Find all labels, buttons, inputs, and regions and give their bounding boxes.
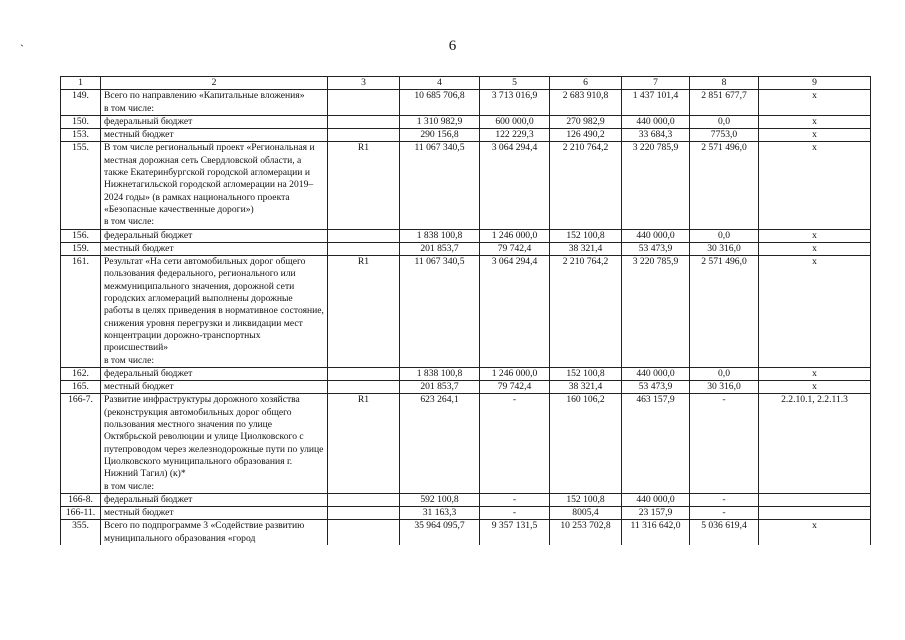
row-code xyxy=(328,115,400,128)
value-col5: - xyxy=(480,507,550,520)
value-col8: 30 316,0 xyxy=(690,242,759,255)
value-col9: х xyxy=(759,256,871,368)
table-row xyxy=(61,229,871,242)
value-col8: 30 316,0 xyxy=(690,381,759,394)
value-col4: 11 067 340,5 xyxy=(400,142,480,229)
value-col4: 623 264,1 xyxy=(400,394,480,493)
value-col5: 1 246 000,0 xyxy=(480,367,550,380)
value-col6: 126 490,2 xyxy=(550,129,622,142)
value-col6: 2 683 910,8 xyxy=(550,90,622,116)
col-header-1: 1 xyxy=(61,77,101,90)
value-col4: 1 310 982,9 xyxy=(400,115,480,128)
table-body xyxy=(61,77,871,545)
value-col4: 10 685 706,8 xyxy=(400,90,480,116)
table-row xyxy=(61,256,871,368)
row-code xyxy=(328,229,400,242)
value-col7: 3 220 785,9 xyxy=(622,256,690,368)
col-header-3: 3 xyxy=(328,77,400,90)
value-col6: 2 210 764,2 xyxy=(550,256,622,368)
row-number: 156. xyxy=(61,229,101,242)
row-number: 153. xyxy=(61,129,101,142)
row-name: Развитие инфраструктуры дорожного хозяйства (реконструкция автомобильных дорог общего пользования местного значения по улице Октябрьской революции и улице Циолковского с путепроводом через железнодорожные пути по улице Циолковского муниципального образования г. Нижний Тагил) (к)* в том числе: xyxy=(101,394,328,493)
row-name: Всего по подпрограмме 3 «Содействие развитию муниципального образования «город xyxy=(101,520,328,545)
row-code: R1 xyxy=(328,256,400,368)
row-code xyxy=(328,381,400,394)
row-number: 161. xyxy=(61,256,101,368)
value-col5: 79 742,4 xyxy=(480,242,550,255)
value-col4: 592 100,8 xyxy=(400,493,480,506)
value-col6: 10 253 702,8 xyxy=(550,520,622,545)
value-col9: х xyxy=(759,129,871,142)
value-col7: 440 000,0 xyxy=(622,115,690,128)
value-col9: х xyxy=(759,242,871,255)
budget-table xyxy=(60,76,871,545)
table-row xyxy=(61,507,871,520)
table-row xyxy=(61,493,871,506)
value-col6: 152 100,8 xyxy=(550,229,622,242)
row-number: 149. xyxy=(61,90,101,116)
value-col4: 1 838 100,8 xyxy=(400,367,480,380)
value-col8: 2 851 677,7 xyxy=(690,90,759,116)
value-col8: - xyxy=(690,394,759,493)
value-col9: х xyxy=(759,367,871,380)
row-number: 150. xyxy=(61,115,101,128)
col-header-7: 7 xyxy=(622,77,690,90)
value-col8: 0,0 xyxy=(690,115,759,128)
value-col8: 2 571 496,0 xyxy=(690,256,759,368)
value-col9: х xyxy=(759,229,871,242)
row-code xyxy=(328,520,400,545)
row-code xyxy=(328,367,400,380)
value-col7: 33 684,3 xyxy=(622,129,690,142)
value-col4: 35 964 095,7 xyxy=(400,520,480,545)
col-header-5: 5 xyxy=(480,77,550,90)
value-col7: 3 220 785,9 xyxy=(622,142,690,229)
row-number: 155. xyxy=(61,142,101,229)
value-col7: 11 316 642,0 xyxy=(622,520,690,545)
value-col5: - xyxy=(480,493,550,506)
value-col9 xyxy=(759,507,871,520)
col-header-8: 8 xyxy=(690,77,759,90)
value-col6: 152 100,8 xyxy=(550,367,622,380)
table-row xyxy=(61,115,871,128)
row-number: 162. xyxy=(61,367,101,380)
row-name: местный бюджет xyxy=(101,242,328,255)
value-col6: 270 982,9 xyxy=(550,115,622,128)
value-col8: 5 036 619,4 xyxy=(690,520,759,545)
value-col5: 3 713 016,9 xyxy=(480,90,550,116)
row-number: 166-11. xyxy=(61,507,101,520)
col-header-6: 6 xyxy=(550,77,622,90)
value-col8: - xyxy=(690,493,759,506)
value-col6: 38 321,4 xyxy=(550,381,622,394)
value-col8: 0,0 xyxy=(690,229,759,242)
row-number: 166-7. xyxy=(61,394,101,493)
header-row xyxy=(61,77,871,90)
value-col9 xyxy=(759,493,871,506)
value-col9: х xyxy=(759,381,871,394)
value-col7: 440 000,0 xyxy=(622,493,690,506)
row-name: В том числе региональный проект «Региональная и местная дорожная сеть Свердловской области, а также Екатеринбургской городской агломерации и Нижнетагильской городской агломерации на 2019–2024 годы» (в рамках национального проекта «Безопасные качественные дороги») в том числе: xyxy=(101,142,328,229)
table-row xyxy=(61,242,871,255)
table-row xyxy=(61,142,871,229)
value-col5: 600 000,0 xyxy=(480,115,550,128)
value-col6: 152 100,8 xyxy=(550,493,622,506)
table-row xyxy=(61,129,871,142)
row-code xyxy=(328,129,400,142)
row-number: 165. xyxy=(61,381,101,394)
value-col8: 2 571 496,0 xyxy=(690,142,759,229)
table-row xyxy=(61,367,871,380)
row-code xyxy=(328,242,400,255)
page-number: 6 xyxy=(448,38,457,54)
table-row xyxy=(61,381,871,394)
value-col9: х xyxy=(759,520,871,545)
row-number: 355. xyxy=(61,520,101,545)
value-col7: 1 437 101,4 xyxy=(622,90,690,116)
value-col5: 9 357 131,5 xyxy=(480,520,550,545)
row-code xyxy=(328,507,400,520)
value-col6: 2 210 764,2 xyxy=(550,142,622,229)
row-name: федеральный бюджет xyxy=(101,493,328,506)
row-number: 159. xyxy=(61,242,101,255)
value-col5: 3 064 294,4 xyxy=(480,142,550,229)
row-code: R1 xyxy=(328,142,400,229)
value-col6: 38 321,4 xyxy=(550,242,622,255)
row-name: федеральный бюджет xyxy=(101,229,328,242)
row-code xyxy=(328,90,400,116)
table-row xyxy=(61,394,871,493)
value-col8: 7753,0 xyxy=(690,129,759,142)
row-name: местный бюджет xyxy=(101,507,328,520)
col-header-2: 2 xyxy=(101,77,328,90)
value-col4: 31 163,3 xyxy=(400,507,480,520)
value-col4: 290 156,8 xyxy=(400,129,480,142)
value-col7: 440 000,0 xyxy=(622,367,690,380)
value-col9: х xyxy=(759,142,871,229)
value-col4: 11 067 340,5 xyxy=(400,256,480,368)
row-name: федеральный бюджет xyxy=(101,115,328,128)
value-col8: 0,0 xyxy=(690,367,759,380)
row-name: Результат «На сети автомобильных дорог общего пользования федерального, регионального или межмуниципального значения, дорожной сети городских агломераций выполнены дорожные работы в целях приведения в нормативное состояние, снижения уровня перегрузки и ликвидации мест концентрации дорожно-транспортных происшествий» в том числе: xyxy=(101,256,328,368)
scan-mark: ` xyxy=(20,42,24,56)
value-col4: 201 853,7 xyxy=(400,381,480,394)
row-number: 166-8. xyxy=(61,493,101,506)
value-col9: х xyxy=(759,90,871,116)
row-name: местный бюджет xyxy=(101,129,328,142)
value-col7: 53 473,9 xyxy=(622,242,690,255)
table-row xyxy=(61,90,871,116)
row-name: местный бюджет xyxy=(101,381,328,394)
table-row xyxy=(61,520,871,545)
value-col9: х xyxy=(759,115,871,128)
value-col7: 23 157,9 xyxy=(622,507,690,520)
value-col7: 440 000,0 xyxy=(622,229,690,242)
value-col5: 79 742,4 xyxy=(480,381,550,394)
value-col7: 463 157,9 xyxy=(622,394,690,493)
value-col7: 53 473,9 xyxy=(622,381,690,394)
value-col8: - xyxy=(690,507,759,520)
row-name: федеральный бюджет xyxy=(101,367,328,380)
value-col9: 2.2.10.1, 2.2.11.3 xyxy=(759,394,871,493)
value-col5: 3 064 294,4 xyxy=(480,256,550,368)
value-col4: 1 838 100,8 xyxy=(400,229,480,242)
value-col6: 160 106,2 xyxy=(550,394,622,493)
col-header-9: 9 xyxy=(759,77,871,90)
col-header-4: 4 xyxy=(400,77,480,90)
row-code: R1 xyxy=(328,394,400,493)
value-col5: 122 229,3 xyxy=(480,129,550,142)
value-col5: 1 246 000,0 xyxy=(480,229,550,242)
value-col5: - xyxy=(480,394,550,493)
value-col4: 201 853,7 xyxy=(400,242,480,255)
value-col6: 8005,4 xyxy=(550,507,622,520)
row-name: Всего по направлению «Капитальные вложения» в том числе: xyxy=(101,90,328,116)
row-code xyxy=(328,493,400,506)
